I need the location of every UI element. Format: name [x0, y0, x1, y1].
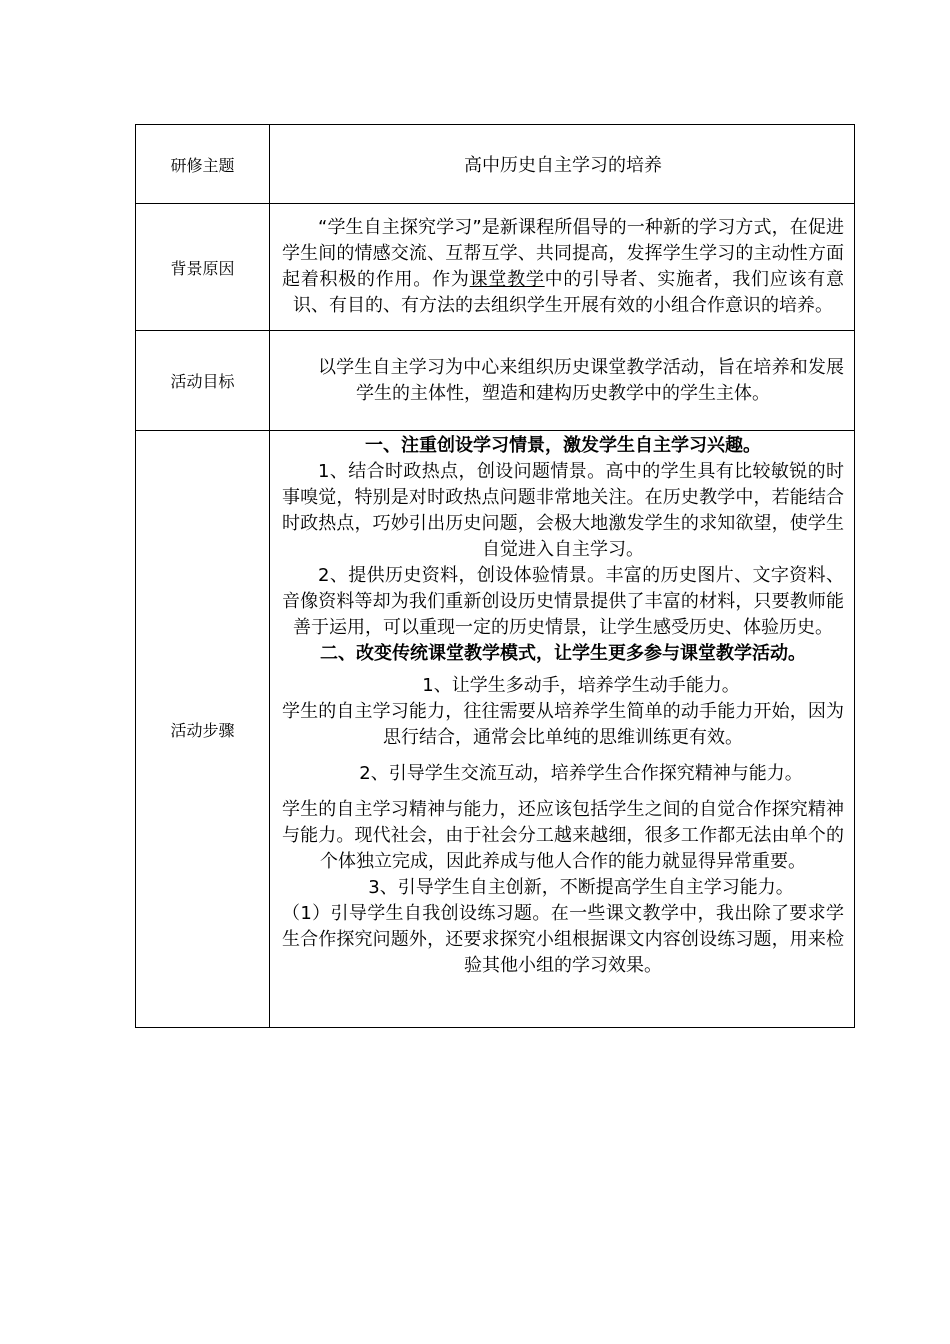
topic-label: 研修主题 [136, 125, 270, 204]
background-text [282, 215, 844, 319]
spacer [282, 787, 844, 797]
steps-para-1: 1、结合时政热点，创设问题情景。高中的学生具有比较敏锐的时事嗅觉，特别是对时政热点问题非常地关注。在历史教学中，若能结合时政热点，巧妙引出历史问题，会极大地激发学生的求知欲望，使学生自觉进入自主学习。 [282, 461, 844, 560]
steps-cell [270, 431, 855, 1028]
background-cell [270, 204, 855, 331]
goal-label: 活动目标 [136, 331, 270, 431]
row-topic [136, 125, 855, 204]
steps-heading-2: 二、改变传统课堂教学模式，让学生更多参与课堂教学活动。 [320, 643, 806, 664]
steps-para-4: 学生的自主学习能力，往往需要从培养学生简单的动手能力开始，因为思行结合，通常会比单纯的思维训练更有效。 [282, 701, 844, 748]
steps-para-2: 2、提供历史资料，创设体验情景。丰富的历史图片、文字资料、音像资料等却为我们重新创设历史情景提供了丰富的材料，只要教师能善于运用，可以重现一定的历史情景，让学生感受历史、体验历史。 [282, 565, 844, 638]
spacer [282, 751, 844, 761]
row-goal [136, 331, 855, 431]
goal-text: 以学生自主学习为中心来组织历史课堂教学活动，旨在培养和发展学生的主体性，塑造和建构历史教学中的学生主体。 [318, 356, 844, 404]
steps-para-3: 1、让学生多动手，培养学生动手能力。 [422, 675, 740, 696]
steps-para-7: 3、引导学生自主创新，不断提高学生自主学习能力。 [368, 877, 794, 898]
plan-table [135, 124, 855, 1028]
background-text-after: 中的引导者、实施者，我们应该有意识、有目的、有方法的去组织学生开展有效的小组合作意识的培养。 [293, 269, 845, 316]
background-label: 背景原因 [136, 204, 270, 331]
classroom-teaching-link: 课堂教学 [469, 269, 545, 290]
row-background [136, 204, 855, 331]
background-text-before: “学生自主探究学习”是新课程所倡导的一种新的学习方式，在促进学生间的情感交流、互帮互学、共同提高，发挥学生学习的主动性方面起着积极的作用。作为 [282, 217, 844, 290]
topic-value: 高中历史自主学习的培养 [270, 125, 855, 204]
goal-cell [270, 331, 855, 431]
steps-para-6: 学生的自主学习精神与能力，还应该包括学生之间的自觉合作探究精神与能力。现代社会，由于社会分工越来越细，很多工作都无法由单个的个体独立完成，因此养成与他人合作的能力就显得异常重要。 [282, 799, 844, 872]
steps-label: 活动步骤 [136, 431, 270, 1028]
steps-heading-1: 一、注重创设学习情景，激发学生自主学习兴趣。 [365, 435, 761, 456]
steps-para-5: 2、引导学生交流互动，培养学生合作探究精神与能力。 [359, 763, 803, 784]
row-steps [136, 431, 855, 1028]
steps-para-8: （1）引导学生自我创设练习题。在一些课文教学中，我出除了要求学生合作探究问题外，还要求探究小组根据课文内容创设练习题，用来检验其他小组的学习效果。 [282, 903, 844, 976]
